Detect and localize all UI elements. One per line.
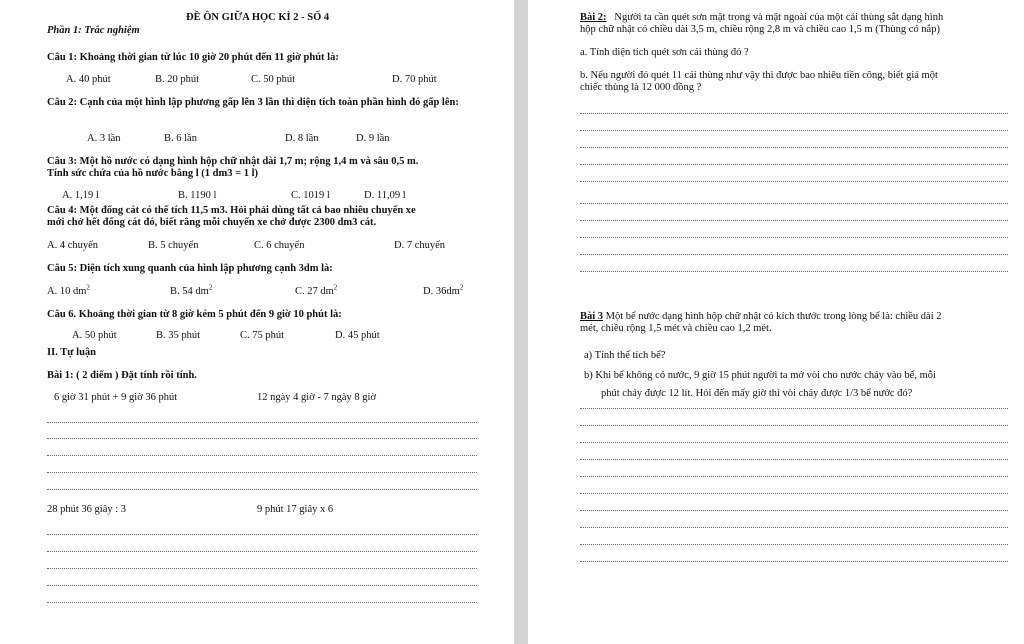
q5-option-c: C. 27 $dm^2$: [295, 283, 338, 297]
answer-line: [580, 510, 1008, 511]
q1-option-c: C. 50 phút: [251, 74, 296, 85]
q5-option-a: A. 10 $dm^2$: [47, 283, 90, 297]
q1-option-b: B. 20 phút: [155, 74, 200, 85]
bai2-line1: Bài 2: Người ta cần quét sơn mặt trong và mặt ngoài của một cái thùng sắt dạng hình: [580, 12, 944, 23]
answer-line: [47, 568, 477, 569]
bai3-line2: mét, chiều rộng 1,5 mét và chiều cao 1,2 mét.: [580, 323, 772, 334]
answer-line: [580, 113, 1008, 114]
bai2-line2: hộp chữ nhật có chiều dài 3,5 m, chiều rộng 2,8 m và chiều cao 1,5 m (Thùng có nắp): [580, 24, 940, 35]
q5-option-b: B. 54 $dm^2$: [170, 283, 213, 297]
q3-option-c: C. 1019 l: [291, 190, 330, 201]
answer-line: [580, 527, 1008, 528]
answer-line: [47, 438, 477, 439]
calc-3: 28 phút 36 giây : 3: [47, 504, 127, 515]
q4-option-b: B. 5 chuyến: [148, 240, 199, 251]
q6-option-a: A. 50 phút: [72, 330, 117, 341]
calc-1: 6 giờ 31 phút + 9 giờ 36 phút: [54, 392, 178, 403]
bai3-part-b-line2: phút chảy được 12 lít. Hỏi đến mấy giờ thì vòi chảy được 1/3 bể nước đó?: [601, 388, 913, 399]
bai2-part-b-line1: b. Nếu người đó quét 11 cái thùng như vậy thì được bao nhiêu tiền công, biết giá một: [580, 70, 938, 81]
answer-line: [580, 181, 1008, 182]
answer-line: [47, 472, 477, 473]
answer-line: [580, 147, 1008, 148]
bai2-part-a: a. Tính diện tích quét sơn cái thùng đó ?: [580, 47, 749, 58]
part2-heading: II. Tự luận: [47, 347, 97, 358]
answer-line: [47, 455, 477, 456]
answer-line: [47, 489, 477, 490]
right-page: [528, 0, 1024, 644]
answer-line: [580, 561, 1008, 562]
calc-4: 9 phút 17 giây x 6: [257, 504, 334, 515]
q3-option-a: A. 1,19 l: [62, 190, 99, 201]
answer-line: [580, 271, 1008, 272]
answer-line: [580, 544, 1008, 545]
q2-option-a: A. 3 lần: [87, 133, 121, 144]
q1-option-a: A. 40 phút: [66, 74, 111, 85]
answer-line: [580, 442, 1008, 443]
bai3-line1: Bài 3 Một bể nước dạng hình hộp chữ nhật có kích thước trong lòng bể là: chiều dài 2: [580, 311, 942, 322]
q2-option-c: D. 8 lần: [285, 133, 319, 144]
q3-text-line2: Tính sức chứa của hồ nước bằng l (1 dm3 = 1 l): [47, 168, 258, 179]
answer-line: [580, 425, 1008, 426]
q6-text: Câu 6. Khoảng thời gian từ 8 giờ kém 5 phút đến 9 giờ 10 phút là:: [47, 309, 342, 320]
exam-title: ĐỀ ÔN GIỮA HỌC KÌ 2 - SỐ 4: [186, 12, 330, 23]
answer-line: [580, 203, 1008, 204]
q1-option-d: D. 70 phút: [392, 74, 437, 85]
q1-text: Câu 1: Khoảng thời gian từ lúc 10 giờ 20 phút đến 11 giờ phút là:: [47, 52, 339, 63]
q4-text-line1: Câu 4: Một đống cát có thể tích 11,5 m3. Hỏi phải dùng tất cả bao nhiêu chuyến xe: [47, 205, 416, 216]
answer-line: [580, 493, 1008, 494]
answer-line: [47, 551, 477, 552]
q3-option-b: B. 1190 l: [178, 190, 217, 201]
q6-option-d: D. 45 phút: [335, 330, 380, 341]
calc-2: 12 ngày 4 giờ - 7 ngày 8 giờ: [257, 392, 377, 403]
answer-line: [580, 164, 1008, 165]
bai2-part-b-line2: chiếc thùng là 12 000 đồng ?: [580, 82, 702, 93]
answer-line: [580, 459, 1008, 460]
q3-text-line1: Câu 3: Một hồ nước có dạng hình hộp chữ nhật dài 1,7 m; rộng 1,4 m và sâu 0,5 m.: [47, 156, 419, 167]
answer-line: [47, 534, 477, 535]
q4-text-line2: mới chở hết đống cát đó, biết rằng mỗi chuyến xe chở được 2300 dm3 cát.: [47, 217, 377, 228]
q2-text: Câu 2: Cạnh của một hình lập phương gấp lên 3 lần thì diện tích toàn phần hình đó gấp lên:: [47, 97, 459, 108]
q2-option-d: D. 9 lần: [356, 133, 390, 144]
answer-line: [580, 220, 1008, 221]
answer-line: [580, 254, 1008, 255]
answer-line: [580, 476, 1008, 477]
q3-option-d: D. 11,09 l: [364, 190, 406, 201]
answer-line: [580, 237, 1008, 238]
bai1-heading: Bài 1: ( 2 điểm ) Đặt tính rồi tính.: [47, 370, 197, 381]
q5-text: Câu 5: Diện tích xung quanh của hình lập phương cạnh 3dm là:: [47, 263, 333, 274]
q6-option-b: B. 35 phút: [156, 330, 201, 341]
q4-option-c: C. 6 chuyến: [254, 240, 305, 251]
answer-line: [47, 422, 477, 423]
bai3-part-b-line1: b) Khi bể không có nước, 9 giờ 15 phút người ta mở vòi cho nước chảy vào bể, mỗi: [584, 370, 936, 381]
q4-option-a: A. 4 chuyến: [47, 240, 99, 251]
part1-heading: Phần 1: Trắc nghiệm: [47, 25, 140, 36]
q5-option-d: D. $36dm^2$: [423, 283, 464, 297]
answer-line: [47, 585, 477, 586]
answer-line: [580, 408, 1008, 409]
q2-option-b: B. 6 lần: [164, 133, 197, 144]
bai3-part-a: a) Tính thể tích bể?: [584, 350, 666, 361]
answer-line: [580, 130, 1008, 131]
q6-option-c: C. 75 phút: [240, 330, 285, 341]
answer-line: [47, 602, 477, 603]
q4-option-d: D. 7 chuyến: [394, 240, 446, 251]
